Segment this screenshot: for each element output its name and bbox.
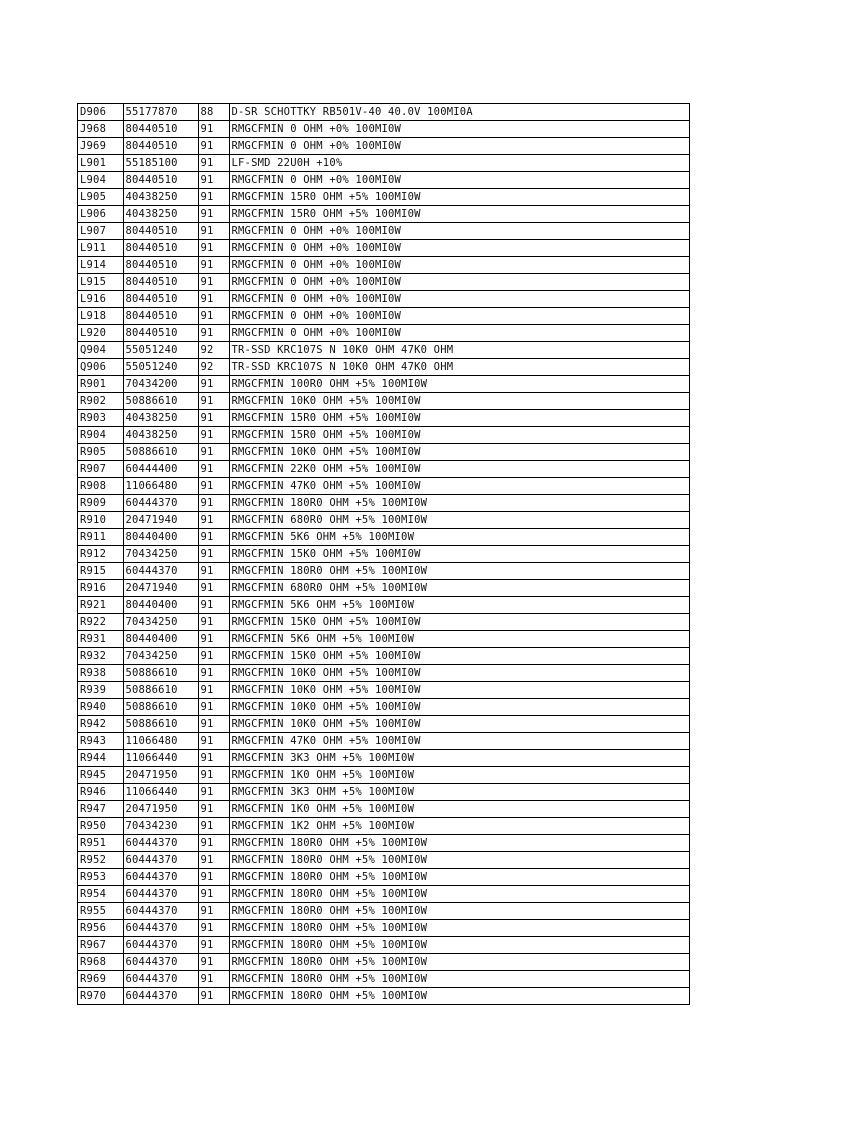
table-row — [78, 852, 689, 869]
description-cell: RMGCFMIN 0 OHM +0% 100MI0W — [229, 223, 689, 240]
code-cell: 91 — [198, 257, 229, 274]
parts-list-table — [78, 104, 689, 1004]
table-row — [78, 580, 689, 597]
description-cell: RMGCFMIN 680R0 OHM +5% 100MI0W — [229, 580, 689, 597]
ref-cell: L916 — [78, 291, 123, 308]
description-cell: RMGCFMIN 3K3 OHM +5% 100MI0W — [229, 784, 689, 801]
part-number-cell: 60444370 — [123, 835, 198, 852]
parts-list-body — [78, 104, 689, 1004]
description-cell: RMGCFMIN 15K0 OHM +5% 100MI0W — [229, 614, 689, 631]
table-row — [78, 138, 689, 155]
ref-cell: R943 — [78, 733, 123, 750]
ref-cell: R932 — [78, 648, 123, 665]
code-cell: 91 — [198, 699, 229, 716]
table-row — [78, 716, 689, 733]
ref-cell: J969 — [78, 138, 123, 155]
part-number-cell: 70434230 — [123, 818, 198, 835]
part-number-cell: 20471940 — [123, 512, 198, 529]
description-cell: RMGCFMIN 180R0 OHM +5% 100MI0W — [229, 869, 689, 886]
code-cell: 91 — [198, 410, 229, 427]
table-row — [78, 988, 689, 1005]
table-row — [78, 784, 689, 801]
ref-cell: R950 — [78, 818, 123, 835]
ref-cell: R938 — [78, 665, 123, 682]
code-cell: 91 — [198, 886, 229, 903]
table-row — [78, 682, 689, 699]
part-number-cell: 20471950 — [123, 801, 198, 818]
part-number-cell: 80440510 — [123, 274, 198, 291]
ref-cell: Q904 — [78, 342, 123, 359]
code-cell: 91 — [198, 274, 229, 291]
table-row — [78, 444, 689, 461]
table-row — [78, 427, 689, 444]
code-cell: 91 — [198, 580, 229, 597]
code-cell: 91 — [198, 818, 229, 835]
part-number-cell: 11066440 — [123, 784, 198, 801]
table-row — [78, 597, 689, 614]
table-row — [78, 121, 689, 138]
ref-cell: R908 — [78, 478, 123, 495]
table-row — [78, 699, 689, 716]
part-number-cell: 60444370 — [123, 971, 198, 988]
table-row — [78, 172, 689, 189]
ref-cell: L918 — [78, 308, 123, 325]
code-cell: 91 — [198, 478, 229, 495]
code-cell: 91 — [198, 648, 229, 665]
description-cell: RMGCFMIN 15R0 OHM +5% 100MI0W — [229, 189, 689, 206]
description-cell: RMGCFMIN 10K0 OHM +5% 100MI0W — [229, 393, 689, 410]
description-cell: RMGCFMIN 180R0 OHM +5% 100MI0W — [229, 937, 689, 954]
description-cell: RMGCFMIN 0 OHM +0% 100MI0W — [229, 308, 689, 325]
table-row — [78, 342, 689, 359]
description-cell: RMGCFMIN 0 OHM +0% 100MI0W — [229, 138, 689, 155]
ref-cell: R939 — [78, 682, 123, 699]
description-cell: RMGCFMIN 180R0 OHM +5% 100MI0W — [229, 495, 689, 512]
part-number-cell: 80440400 — [123, 597, 198, 614]
part-number-cell: 70434250 — [123, 648, 198, 665]
ref-cell: L905 — [78, 189, 123, 206]
part-number-cell: 60444370 — [123, 988, 198, 1005]
code-cell: 91 — [198, 121, 229, 138]
ref-cell: R951 — [78, 835, 123, 852]
ref-cell: R902 — [78, 393, 123, 410]
ref-cell: R901 — [78, 376, 123, 393]
description-cell: RMGCFMIN 15R0 OHM +5% 100MI0W — [229, 410, 689, 427]
part-number-cell: 55051240 — [123, 359, 198, 376]
description-cell: RMGCFMIN 10K0 OHM +5% 100MI0W — [229, 444, 689, 461]
part-number-cell: 70434250 — [123, 546, 198, 563]
code-cell: 91 — [198, 138, 229, 155]
code-cell: 91 — [198, 597, 229, 614]
ref-cell: R912 — [78, 546, 123, 563]
code-cell: 91 — [198, 461, 229, 478]
code-cell: 91 — [198, 750, 229, 767]
ref-cell: R947 — [78, 801, 123, 818]
code-cell: 91 — [198, 835, 229, 852]
code-cell: 91 — [198, 801, 229, 818]
code-cell: 91 — [198, 920, 229, 937]
part-number-cell: 60444370 — [123, 920, 198, 937]
ref-cell: L914 — [78, 257, 123, 274]
table-row — [78, 767, 689, 784]
description-cell: RMGCFMIN 10K0 OHM +5% 100MI0W — [229, 716, 689, 733]
part-number-cell: 55177870 — [123, 104, 198, 121]
description-cell: RMGCFMIN 5K6 OHM +5% 100MI0W — [229, 529, 689, 546]
description-cell: RMGCFMIN 3K3 OHM +5% 100MI0W — [229, 750, 689, 767]
description-cell: RMGCFMIN 0 OHM +0% 100MI0W — [229, 240, 689, 257]
part-number-cell: 70434200 — [123, 376, 198, 393]
table-row — [78, 359, 689, 376]
code-cell: 91 — [198, 495, 229, 512]
table-row — [78, 240, 689, 257]
part-number-cell: 11066440 — [123, 750, 198, 767]
code-cell: 91 — [198, 206, 229, 223]
ref-cell: R909 — [78, 495, 123, 512]
ref-cell: R954 — [78, 886, 123, 903]
ref-cell: R942 — [78, 716, 123, 733]
description-cell: RMGCFMIN 180R0 OHM +5% 100MI0W — [229, 835, 689, 852]
description-cell: RMGCFMIN 100R0 OHM +5% 100MI0W — [229, 376, 689, 393]
code-cell: 91 — [198, 172, 229, 189]
description-cell: RMGCFMIN 180R0 OHM +5% 100MI0W — [229, 563, 689, 580]
ref-cell: L904 — [78, 172, 123, 189]
table-row — [78, 308, 689, 325]
ref-cell: R952 — [78, 852, 123, 869]
table-row — [78, 291, 689, 308]
ref-cell: L906 — [78, 206, 123, 223]
table-row — [78, 274, 689, 291]
table-row — [78, 223, 689, 240]
part-number-cell: 80440510 — [123, 172, 198, 189]
ref-cell: L920 — [78, 325, 123, 342]
part-number-cell: 60444370 — [123, 954, 198, 971]
part-number-cell: 60444400 — [123, 461, 198, 478]
part-number-cell: 60444370 — [123, 937, 198, 954]
part-number-cell: 50886610 — [123, 682, 198, 699]
ref-cell: R970 — [78, 988, 123, 1005]
description-cell: RMGCFMIN 15R0 OHM +5% 100MI0W — [229, 427, 689, 444]
table-row — [78, 835, 689, 852]
table-row — [78, 206, 689, 223]
ref-cell: R946 — [78, 784, 123, 801]
part-number-cell: 60444370 — [123, 852, 198, 869]
ref-cell: R915 — [78, 563, 123, 580]
ref-cell: D906 — [78, 104, 123, 121]
code-cell: 91 — [198, 937, 229, 954]
ref-cell: L911 — [78, 240, 123, 257]
code-cell: 91 — [198, 954, 229, 971]
part-number-cell: 40438250 — [123, 410, 198, 427]
description-cell: RMGCFMIN 15R0 OHM +5% 100MI0W — [229, 206, 689, 223]
table-row — [78, 903, 689, 920]
description-cell: RMGCFMIN 1K0 OHM +5% 100MI0W — [229, 801, 689, 818]
description-cell: RMGCFMIN 680R0 OHM +5% 100MI0W — [229, 512, 689, 529]
part-number-cell: 11066480 — [123, 478, 198, 495]
description-cell: RMGCFMIN 5K6 OHM +5% 100MI0W — [229, 631, 689, 648]
part-number-cell: 50886610 — [123, 699, 198, 716]
ref-cell: R967 — [78, 937, 123, 954]
description-cell: RMGCFMIN 180R0 OHM +5% 100MI0W — [229, 971, 689, 988]
code-cell: 91 — [198, 971, 229, 988]
ref-cell: R969 — [78, 971, 123, 988]
table-row — [78, 461, 689, 478]
code-cell: 88 — [198, 104, 229, 121]
part-number-cell: 40438250 — [123, 189, 198, 206]
code-cell: 91 — [198, 716, 229, 733]
ref-cell: R953 — [78, 869, 123, 886]
part-number-cell: 80440510 — [123, 325, 198, 342]
table-row — [78, 648, 689, 665]
description-cell: RMGCFMIN 1K2 OHM +5% 100MI0W — [229, 818, 689, 835]
part-number-cell: 40438250 — [123, 206, 198, 223]
ref-cell: R911 — [78, 529, 123, 546]
code-cell: 91 — [198, 308, 229, 325]
code-cell: 91 — [198, 444, 229, 461]
ref-cell: R903 — [78, 410, 123, 427]
code-cell: 91 — [198, 529, 229, 546]
code-cell: 91 — [198, 665, 229, 682]
description-cell: RMGCFMIN 15K0 OHM +5% 100MI0W — [229, 648, 689, 665]
description-cell: RMGCFMIN 180R0 OHM +5% 100MI0W — [229, 886, 689, 903]
code-cell: 91 — [198, 682, 229, 699]
code-cell: 91 — [198, 325, 229, 342]
description-cell: TR-SSD KRC107S N 10K0 OHM 47K0 OHM — [229, 359, 689, 376]
description-cell: RMGCFMIN 180R0 OHM +5% 100MI0W — [229, 903, 689, 920]
ref-cell: L901 — [78, 155, 123, 172]
code-cell: 91 — [198, 291, 229, 308]
part-number-cell: 60444370 — [123, 869, 198, 886]
part-number-cell: 60444370 — [123, 903, 198, 920]
code-cell: 91 — [198, 155, 229, 172]
part-number-cell: 60444370 — [123, 886, 198, 903]
description-cell: RMGCFMIN 22K0 OHM +5% 100MI0W — [229, 461, 689, 478]
part-number-cell: 80440510 — [123, 138, 198, 155]
part-number-cell: 80440510 — [123, 240, 198, 257]
table-row — [78, 546, 689, 563]
table-row — [78, 665, 689, 682]
part-number-cell: 50886610 — [123, 393, 198, 410]
description-cell: RMGCFMIN 0 OHM +0% 100MI0W — [229, 291, 689, 308]
ref-cell: R956 — [78, 920, 123, 937]
part-number-cell: 50886610 — [123, 716, 198, 733]
table-row — [78, 155, 689, 172]
code-cell: 91 — [198, 631, 229, 648]
code-cell: 91 — [198, 869, 229, 886]
description-cell: RMGCFMIN 0 OHM +0% 100MI0W — [229, 172, 689, 189]
table-row — [78, 189, 689, 206]
code-cell: 91 — [198, 903, 229, 920]
ref-cell: R922 — [78, 614, 123, 631]
description-cell: RMGCFMIN 180R0 OHM +5% 100MI0W — [229, 852, 689, 869]
code-cell: 91 — [198, 852, 229, 869]
description-cell: RMGCFMIN 47K0 OHM +5% 100MI0W — [229, 733, 689, 750]
table-row — [78, 614, 689, 631]
table-row — [78, 801, 689, 818]
ref-cell: R945 — [78, 767, 123, 784]
description-cell: RMGCFMIN 5K6 OHM +5% 100MI0W — [229, 597, 689, 614]
part-number-cell: 80440400 — [123, 529, 198, 546]
code-cell: 91 — [198, 189, 229, 206]
ref-cell: R916 — [78, 580, 123, 597]
table-row — [78, 478, 689, 495]
ref-cell: J968 — [78, 121, 123, 138]
table-row — [78, 563, 689, 580]
code-cell: 91 — [198, 767, 229, 784]
description-cell: RMGCFMIN 180R0 OHM +5% 100MI0W — [229, 954, 689, 971]
ref-cell: L907 — [78, 223, 123, 240]
part-number-cell: 80440510 — [123, 291, 198, 308]
part-number-cell: 80440510 — [123, 257, 198, 274]
table-row — [78, 325, 689, 342]
table-row — [78, 631, 689, 648]
code-cell: 91 — [198, 733, 229, 750]
part-number-cell: 11066480 — [123, 733, 198, 750]
ref-cell: Q906 — [78, 359, 123, 376]
code-cell: 91 — [198, 376, 229, 393]
table-row — [78, 886, 689, 903]
code-cell: 91 — [198, 427, 229, 444]
code-cell: 91 — [198, 614, 229, 631]
part-number-cell: 80440400 — [123, 631, 198, 648]
table-row — [78, 750, 689, 767]
ref-cell: R940 — [78, 699, 123, 716]
ref-cell: R955 — [78, 903, 123, 920]
description-cell: RMGCFMIN 47K0 OHM +5% 100MI0W — [229, 478, 689, 495]
table-row — [78, 529, 689, 546]
table-row — [78, 410, 689, 427]
table-row — [78, 512, 689, 529]
table-row — [78, 818, 689, 835]
part-number-cell: 70434250 — [123, 614, 198, 631]
code-cell: 91 — [198, 784, 229, 801]
part-number-cell: 80440510 — [123, 121, 198, 138]
table-row — [78, 257, 689, 274]
part-number-cell: 80440510 — [123, 223, 198, 240]
part-number-cell: 60444370 — [123, 563, 198, 580]
parts-list-sheet — [77, 103, 690, 1005]
table-row — [78, 393, 689, 410]
ref-cell: R907 — [78, 461, 123, 478]
description-cell: RMGCFMIN 10K0 OHM +5% 100MI0W — [229, 682, 689, 699]
part-number-cell: 20471940 — [123, 580, 198, 597]
code-cell: 91 — [198, 546, 229, 563]
code-cell: 91 — [198, 393, 229, 410]
description-cell: LF-SMD 22U0H +10% — [229, 155, 689, 172]
description-cell: TR-SSD KRC107S N 10K0 OHM 47K0 OHM — [229, 342, 689, 359]
table-row — [78, 954, 689, 971]
table-row — [78, 937, 689, 954]
table-row — [78, 920, 689, 937]
code-cell: 91 — [198, 240, 229, 257]
ref-cell: L915 — [78, 274, 123, 291]
code-cell: 92 — [198, 359, 229, 376]
part-number-cell: 60444370 — [123, 495, 198, 512]
code-cell: 91 — [198, 512, 229, 529]
part-number-cell: 55051240 — [123, 342, 198, 359]
description-cell: RMGCFMIN 10K0 OHM +5% 100MI0W — [229, 699, 689, 716]
table-row — [78, 495, 689, 512]
part-number-cell: 80440510 — [123, 308, 198, 325]
table-row — [78, 733, 689, 750]
code-cell: 92 — [198, 342, 229, 359]
description-cell: RMGCFMIN 180R0 OHM +5% 100MI0W — [229, 988, 689, 1005]
table-row — [78, 971, 689, 988]
ref-cell: R910 — [78, 512, 123, 529]
description-cell: D-SR SCHOTTKY RB501V-40 40.0V 100MI0A — [229, 104, 689, 121]
code-cell: 91 — [198, 988, 229, 1005]
part-number-cell: 55185100 — [123, 155, 198, 172]
part-number-cell: 20471950 — [123, 767, 198, 784]
ref-cell: R931 — [78, 631, 123, 648]
description-cell: RMGCFMIN 180R0 OHM +5% 100MI0W — [229, 920, 689, 937]
code-cell: 91 — [198, 563, 229, 580]
ref-cell: R904 — [78, 427, 123, 444]
part-number-cell: 40438250 — [123, 427, 198, 444]
description-cell: RMGCFMIN 0 OHM +0% 100MI0W — [229, 257, 689, 274]
part-number-cell: 50886610 — [123, 444, 198, 461]
ref-cell: R921 — [78, 597, 123, 614]
table-row — [78, 376, 689, 393]
ref-cell: R944 — [78, 750, 123, 767]
description-cell: RMGCFMIN 0 OHM +0% 100MI0W — [229, 121, 689, 138]
table-row — [78, 869, 689, 886]
description-cell: RMGCFMIN 1K0 OHM +5% 100MI0W — [229, 767, 689, 784]
description-cell: RMGCFMIN 0 OHM +0% 100MI0W — [229, 325, 689, 342]
description-cell: RMGCFMIN 15K0 OHM +5% 100MI0W — [229, 546, 689, 563]
code-cell: 91 — [198, 223, 229, 240]
ref-cell: R905 — [78, 444, 123, 461]
description-cell: RMGCFMIN 0 OHM +0% 100MI0W — [229, 274, 689, 291]
ref-cell: R968 — [78, 954, 123, 971]
part-number-cell: 50886610 — [123, 665, 198, 682]
table-row — [78, 104, 689, 121]
description-cell: RMGCFMIN 10K0 OHM +5% 100MI0W — [229, 665, 689, 682]
